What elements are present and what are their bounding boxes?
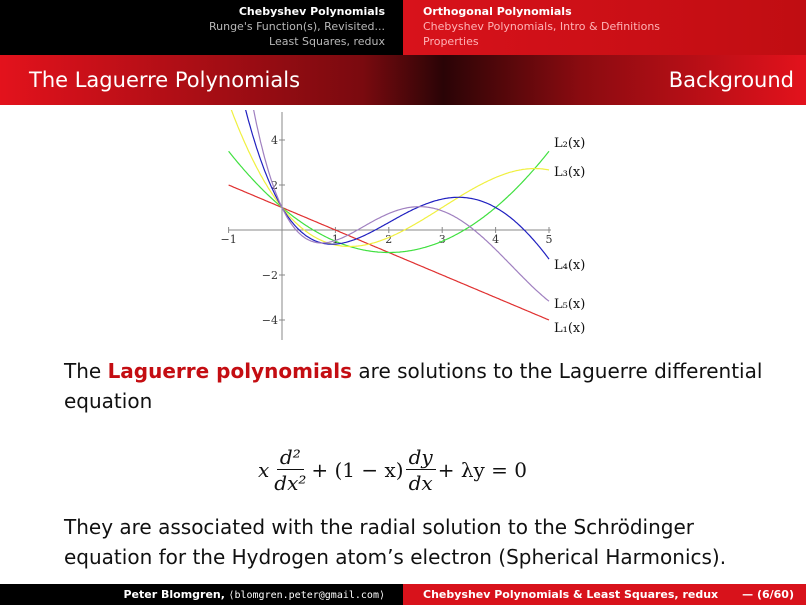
slide-title-bar — [0, 55, 806, 105]
nav-item-properties[interactable]: Properties — [423, 35, 479, 48]
x-tick-label: 4 — [492, 233, 500, 246]
nav-item-chebyshev-polynomials[interactable]: Chebyshev Polynomials — [238, 5, 385, 18]
footer-talk-block — [403, 584, 806, 605]
nav-sections — [0, 0, 403, 55]
nav-item-chebyshev-intro[interactable]: Chebyshev Polynomials, Intro & Definitions — [423, 20, 661, 33]
hydrogen-paragraph: They are associated with the radial solution to the Schrödinger equation for the Hydrogen atom’s electron (Spherical Harmonics). — [64, 515, 727, 569]
x-tick-label: 5 — [545, 233, 553, 246]
eq-numerator-2: dy — [406, 445, 436, 470]
legend-label: L₅(x) — [554, 297, 586, 312]
eq-denominator-2: dx — [408, 470, 433, 495]
slide-title: The Laguerre Polynomials — [29, 68, 301, 92]
eq-denominator: dx² — [274, 470, 307, 495]
x-tick-label: −1 — [220, 233, 237, 246]
legend-label: L₂(x) — [554, 136, 586, 151]
footer-author-block — [0, 584, 403, 605]
slide-section: Background — [668, 68, 794, 92]
y-tick-label: −4 — [261, 314, 278, 327]
footer-email: ⟨blomgren.peter@gmail.com⟩ — [228, 590, 385, 601]
x-tick-label: 2 — [385, 233, 393, 246]
eq-numerator: d² — [277, 445, 304, 470]
laguerre-plot — [216, 110, 596, 343]
laguerre-equation — [258, 440, 527, 500]
y-tick-label: −2 — [261, 269, 278, 282]
intro-text-start: The — [64, 359, 108, 383]
eq-fraction-second-derivative — [271, 445, 309, 496]
nav-item-orthogonal-polynomials[interactable]: Orthogonal Polynomials — [423, 5, 572, 18]
x-tick-label: 1 — [331, 233, 339, 246]
eq-fraction-first-derivative — [406, 445, 436, 496]
legend-label: L₄(x) — [554, 258, 586, 273]
nav-item-runges-function[interactable]: Runge's Function(s), Revisited... — [208, 20, 385, 33]
nav-item-least-squares[interactable]: Least Squares, redux — [269, 35, 385, 48]
legend-label: L₃(x) — [554, 165, 586, 180]
eq-end: + λy = 0 — [437, 458, 527, 482]
navigation-header — [0, 0, 806, 55]
y-tick-label: 4 — [271, 134, 278, 147]
slide-footer — [0, 584, 806, 605]
intro-paragraph — [64, 356, 764, 416]
intro-text-end: are solutions to the Laguerre differential equation — [64, 359, 763, 413]
footer-talk-title: Chebyshev Polynomials & Least Squares, redux — [423, 588, 719, 601]
footer-page-number: — (6/60) — [742, 588, 794, 601]
y-tick-label: 2 — [271, 179, 278, 192]
nav-subsections — [403, 0, 806, 55]
laguerre-chart-svg — [216, 110, 596, 343]
legend-label: L₁(x) — [554, 321, 586, 336]
laguerre-highlight: Laguerre polynomials — [107, 359, 353, 383]
eq-middle: + (1 − x) — [311, 458, 404, 482]
x-tick-label: 3 — [438, 233, 446, 246]
eq-x: x — [258, 458, 270, 482]
footer-author: Peter Blomgren, — [123, 588, 225, 601]
